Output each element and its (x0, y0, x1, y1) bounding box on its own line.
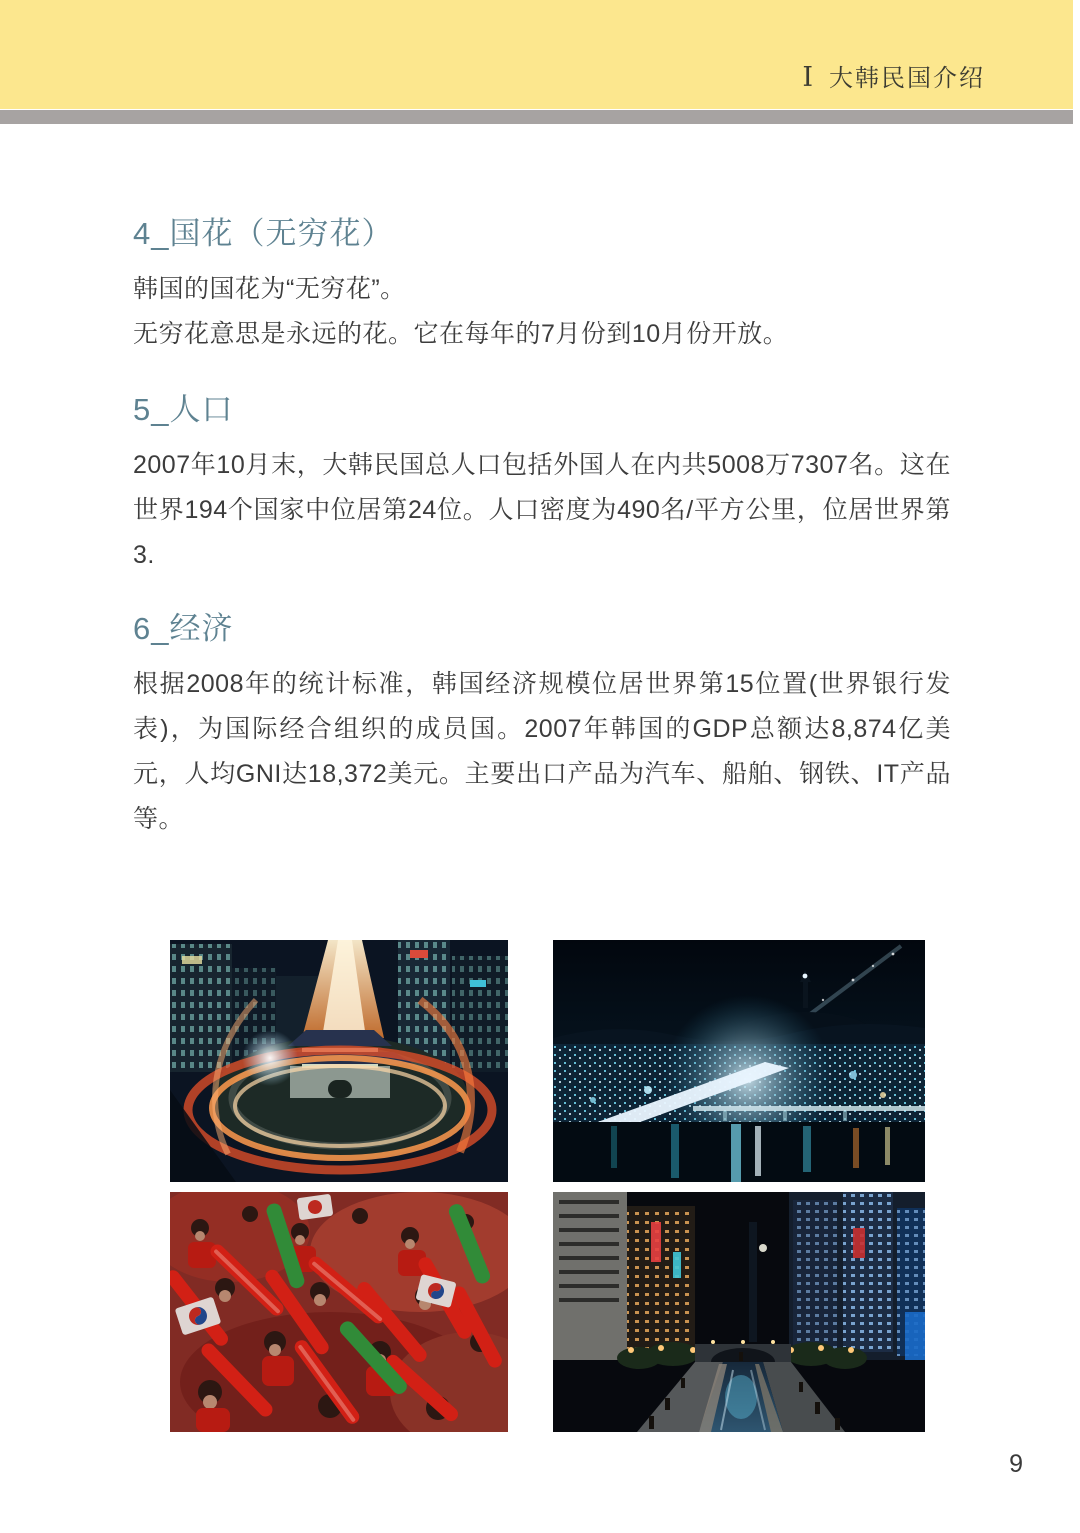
section-heading-population: 5_人口 (133, 392, 234, 427)
section-heading-national-flower: 4_国花（无穷花） (133, 216, 394, 251)
paragraph: 根据2008年的统计标准，韩国经济规模位居世界第15位置(世界银行发表)，为国际经合组织的成员国。2007年韩国的GDP总额达8,874亿美元，人均GNI达18,372美元。主要出口产品为汽车、船舶、钢铁、IT产品等。 (133, 670, 951, 833)
page-header-band (0, 0, 1073, 109)
section-heading-economy: 6_经济 (133, 611, 234, 646)
paragraph: 2007年10月末，大韩民国总人口包括外国人在内共5008万7307名。这在世界194个国家中位居第24位。人口密度为490名/平方公里，位居世界第3. (133, 451, 951, 569)
header-divider-bar (0, 110, 1073, 124)
photo-cheonggyecheon-stream-night (553, 1192, 925, 1432)
paragraph: 韩国的国花为“无穷花”。 (133, 275, 406, 303)
photo-namdaemun-gate-night (170, 940, 508, 1182)
page-content (133, 124, 951, 842)
photo-grid (170, 940, 925, 1432)
chapter-title: 大韩民国介绍 (829, 65, 985, 92)
photo-red-devils-supporters-crowd (170, 1192, 508, 1432)
chapter-number: Ⅰ (802, 62, 813, 92)
paragraph: 无穷花意思是永远的花。它在每年的7月份到10月份开放。 (133, 320, 789, 348)
photo-seoul-han-river-night-skyline (553, 940, 925, 1182)
page-number: 9 (1009, 1450, 1023, 1478)
